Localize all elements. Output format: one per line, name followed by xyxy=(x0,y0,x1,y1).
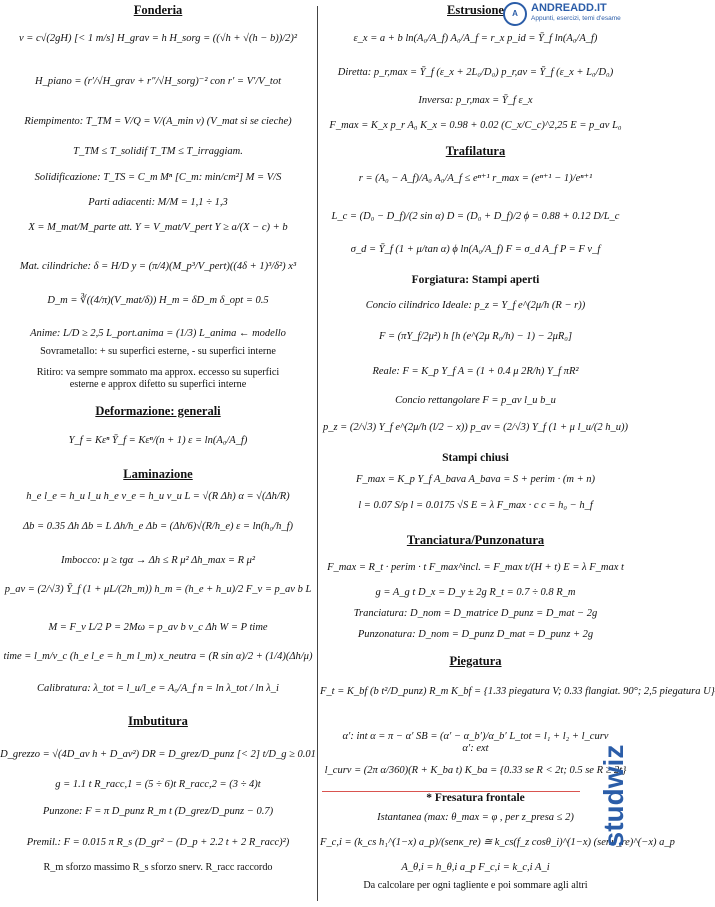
formula-line: T_TM ≤ T_solidif T_TM ≤ T_irraggiam. xyxy=(73,146,243,157)
text-line: Sovrametallo: + su superfici esterne, - su superfici interne xyxy=(40,346,276,357)
formula-line: Diretta: p_r,max = Ȳ_f (ε_x + 2L₀/D₀) p_r,av = Ȳ_f (ε_x + L₀/D₀) xyxy=(337,67,614,78)
formula-line: Parti adiacenti: M/M = 1,1 ÷ 1,3 xyxy=(88,197,228,208)
formula-line: L_c = (D₀ − D_f)/(2 sin α) D = (D₀ + D_f)/2 ϕ = 0.88 + 0.12 D/L_c xyxy=(331,211,620,222)
formula-line: α′: ext xyxy=(462,743,489,754)
formula-line: F_max = K_p Y_f A_bava A_bava = S + perim · (m + n) xyxy=(355,474,596,485)
section-title: Imbutitura xyxy=(128,714,188,728)
formula-line: r = (A₀ − A_f)/A₀ A₀/A_f ≤ eⁿ⁺¹ r_max = (eⁿ⁺¹ − 1)/eⁿ⁺¹ xyxy=(358,173,593,184)
formula-line: ε_x = a + b ln(A₀/A_f) A₀/A_f = r_x p_id = Ȳ_f ln(A₀/A_f) xyxy=(353,33,598,44)
formula-line: σ_d = Ȳ_f (1 + μ/tan α) ϕ ln(A₀/A_f) F = σ_d A_f P = F v_f xyxy=(350,244,601,255)
side-watermark xyxy=(594,700,630,900)
brand-logo xyxy=(503,2,631,26)
formula-line: Riempimento: T_TM = V/Q = V/(A_min v) (V_mat si se cieche) xyxy=(24,116,292,127)
formula-line: p_z = (2/√3) Y_f e^(2μ/h (l/2 − x)) p_av = (2/√3) Y_f (1 + μ l_u/(2 h_u)) xyxy=(322,422,629,433)
formula-line: Concio cilindrico Ideale: p_z = Y_f e^(2μ/h (R − r)) xyxy=(365,300,586,311)
formula-line: M = F_v L/2 P = 2Mω = p_av b v_c Δh W = P time xyxy=(48,622,268,633)
formula-line: F_t = K_bf (b t²/D_punz) R_m K_bf = {1.33 piegatura V; 0.33 flangiat. 90°; 2,5 piegatura U} xyxy=(320,686,715,697)
formula-line: F_max = K_x p_r A₀ K_x = 0.98 + 0.02 (C_x/C_c)^2,25 E = p_av L₀ xyxy=(329,120,622,131)
formula-line: l = 0.07 S/p l = 0.0175 √S E = λ F_max · c c = h₀ − h_f xyxy=(358,500,593,511)
formula-line: F = (πY_f/2μ²) h [h (e^(2μ R₀/h) − 1) − 2μR₀] xyxy=(378,331,573,342)
formula-line: Inversa: p_r,max = Ȳ_f ε_x xyxy=(418,95,533,106)
formula-line: g = A_g t D_x = D_y ± 2g R_t = 0.7 ÷ 0.8 R_m xyxy=(375,587,576,598)
formula-line: α′: int α = π − α′ SB = (α′ − α_b′)/α_b′ L_tot = l₁ + l₂ + l_curv xyxy=(342,731,609,742)
formula-line: Solidificazione: T_TS = C_m Mⁿ [C_m: min/cm²] M = V/S xyxy=(34,172,282,183)
section-subtitle: * Fresatura frontale xyxy=(426,792,525,804)
formula-line: Reale: F = K_p Y_f A = (1 + 0.4 μ 2R/h) Y_f πR² xyxy=(372,366,579,377)
text-line: esterne e approx difetto su superfici interne xyxy=(69,379,247,390)
formula-line: X = M_mat/M_parte att. Y = V_mat/V_pert Y ≥ a/(X − c) + b xyxy=(28,222,288,233)
formula-line: H_piano = (r′/√H_grav + r″/√H_sorg)⁻² con r′ = V′/V_tot xyxy=(34,76,281,87)
section-title: Trafilatura xyxy=(445,144,506,158)
formula-line: Punzone: F = π D_punz R_m t (D_grez/D_punz − 0.7) xyxy=(42,806,274,817)
side-watermark-text: studwiz xyxy=(598,744,629,848)
formula-line: Calibratura: λ_tot = l_u/l_e = A₀/A_f n = ln λ_tot / ln λ_i xyxy=(37,683,279,694)
formula-line: Concio rettangolare F = p_av l_u b_u xyxy=(395,395,556,406)
formula-line: Δb = 0.35 Δh Δb = L Δh/h_e Δb = (Δh/6)√(R/h_e) ε = ln(h₀/h_f) xyxy=(23,521,293,532)
formula-line: g = 1.1 t R_racc,1 = (5 ÷ 6)t R_racc,2 = (3 ÷ 4)t xyxy=(55,779,261,790)
formula-line: p_av = (2/√3) Ȳ_f (1 + μL/(2h_m)) h_m = (h_e + h_u)/2 F_v = p_av b L xyxy=(4,584,312,595)
formula-line: A_θ,i = h_θ,i a_p F_c,i = k_c,i A_i xyxy=(401,862,550,873)
formula-line: time = l_m/v_c (h_e l_e = h_m l_m) x_neutra = (R sin α)/2 + (1/4)(Δh/μ) xyxy=(3,651,313,662)
section-title: Estrusione xyxy=(447,3,504,17)
formula-line: Tranciatura: D_nom = D_matrice D_punz = D_mat − 2g xyxy=(353,608,598,619)
brand-name: ANDREADD.IT xyxy=(531,2,607,14)
text-line: Ritiro: va sempre sommato ma approx. eccesso su superfici xyxy=(36,367,280,378)
formula-line: Punzonatura: D_nom = D_punz D_mat = D_punz + 2g xyxy=(357,629,594,640)
section-subtitle: Forgiatura: Stampi aperti xyxy=(411,274,540,286)
section-subtitle: Stampi chiusi xyxy=(442,452,509,464)
formula-line: Premil.: F = 0.015 π R_s (D_gr² − (D_p + 2.2 t + 2 R_racc)²) xyxy=(26,837,290,848)
brand-tagline: Appunti, esercizi, temi d'esame xyxy=(531,15,621,22)
formula-line: Y_f = Kεⁿ Ȳ_f = Kεⁿ/(n + 1) ε = ln(A₀/A_f) xyxy=(68,435,248,446)
formula-line: F_max = R_t · perim · t F_max^incl. = F_max t/(H + t) E = λ F_max t xyxy=(327,562,624,573)
logo-icon: A xyxy=(503,2,527,26)
text-line: Da calcolare per ogni tagliente e poi sommare agli altri xyxy=(363,880,588,891)
text-line: R_m sforzo massimo R_s sforzo snerv. R_racc raccordo xyxy=(43,862,273,873)
formula-line: Istantanea (max: θ_max = φ , per z_presa ≤ 2) xyxy=(377,812,574,823)
section-title: Laminazione xyxy=(123,467,193,481)
formula-line: l_curv = (2π α/360)(R + K_ba t) K_ba = {0.33 se R < 2t; 0.5 se R ≥ 2t} xyxy=(324,765,627,776)
separator-line xyxy=(322,791,580,792)
formula-line: D_m = ∛((4/π)(V_mat/δ)) H_m = δD_m δ_opt = 0.5 xyxy=(47,295,269,306)
section-title: Fonderia xyxy=(133,3,183,17)
formula-line: Anime: L/D ≥ 2,5 L_port.anima = (1/3) L_anima ← modello xyxy=(30,328,286,339)
formula-line: Imbocco: μ ≥ tgα → Δh ≤ R μ² Δh_max = R μ² xyxy=(60,555,256,566)
formula-line: F_c,i = (k_cs h₁^(1−x) a_p)/(senκ_re) ≅ k_cs(f_z cosθ_i)^(1−x) (senκ_re)^(−x) a_p xyxy=(320,837,675,848)
formula-line: v = c√(2gH) [< 1 m/s] H_grav = h H_sorg = ((√h + √(h − b))/2)² xyxy=(18,33,298,44)
section-title: Deformazione: generali xyxy=(95,404,221,418)
formula-line: h_e l_e = h_u l_u h_e v_e = h_u v_u L = √(R Δh) α = √(Δh/R) xyxy=(26,491,290,502)
formula-line: D_grezzo = √(4D_av h + D_av²) DR = D_grez/D_punz [< 2] t/D_g ≥ 0.01 xyxy=(0,749,316,760)
column-divider xyxy=(317,6,318,901)
formula-line: Mat. cilindriche: δ = H/D y = (π/4)(M_p³/V_pert)((4δ + 1)³/δ²) x³ xyxy=(19,261,297,272)
section-title: Tranciatura/Punzonatura xyxy=(406,533,545,547)
section-title: Piegatura xyxy=(449,654,502,668)
